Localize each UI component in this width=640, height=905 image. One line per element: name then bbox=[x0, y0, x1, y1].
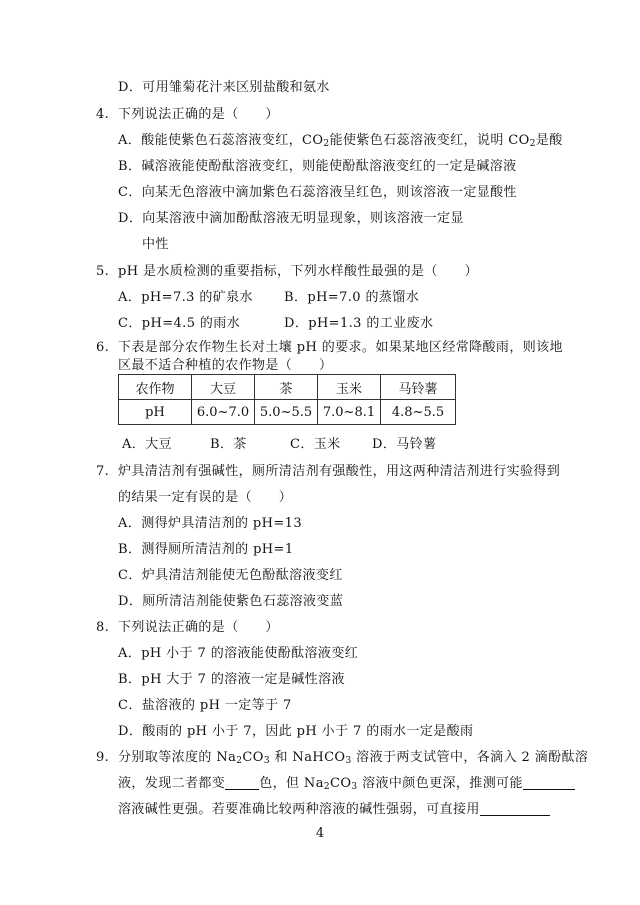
q5-option-b: B．pH=7.0 的蒸馏水 bbox=[284, 290, 420, 305]
q6-option-d: D．马铃薯 bbox=[372, 437, 437, 452]
page-number: 4 bbox=[315, 826, 325, 841]
blank-color bbox=[225, 775, 259, 790]
q6-stem-text-2: 区最不适合种植的农作物是（ ） bbox=[118, 358, 333, 373]
q6-option-c: C．玉米 bbox=[290, 437, 341, 452]
q5-option-d: D．pH=1.3 的工业废水 bbox=[284, 316, 434, 331]
table-cell: 5.0~5.5 bbox=[255, 400, 318, 425]
q9-number: 9. bbox=[96, 750, 110, 765]
q9-line3-text: 溶液碱性更强。若要准确比较两种溶液的碱性强弱，可直接用 bbox=[118, 800, 550, 820]
q4-number: 4. bbox=[96, 107, 110, 122]
q7-stem-text-1: 炉具清洁剂有强碱性，厕所清洁剂有强酸性，用这两种清洁剂进行实验得到 bbox=[118, 464, 561, 479]
q9-line2-text: 液，发现二者都变 色，但 $Na_2CO_3$ 溶液中颜色更深，推测可能 bbox=[118, 774, 575, 797]
table-cell: 玉米 bbox=[318, 375, 381, 400]
q7-option-a-text: A．测得炉具清洁剂的 pH=13 bbox=[118, 516, 303, 531]
q6-option-b: B．茶 bbox=[210, 437, 247, 452]
q8-option-a-text: A．pH 小于 7 的溶液能使酚酞溶液变红 bbox=[118, 646, 359, 661]
blank-method bbox=[480, 801, 550, 816]
q4-option-c-text: C．向某无色溶液中滴加紫色石蕊溶液呈红色，则该溶液一定显酸性 bbox=[118, 185, 517, 200]
q8-stem-text: 下列说法正确的是（ ） bbox=[118, 620, 279, 635]
q6-number: 6. bbox=[96, 340, 110, 355]
blank-solution bbox=[523, 775, 575, 790]
q8-option-c-text: C．盐溶液的 pH 一定等于 7 bbox=[118, 698, 292, 713]
q5-stem-text: pH 是水质检测的重要指标，下列水样酸性最强的是（ ） bbox=[118, 264, 478, 279]
q4-option-a-text: A．酸能使紫色石蕊溶液变红，$CO_2$能使紫色石蕊溶液变红，说明 $CO_2$是酸 bbox=[118, 133, 563, 149]
q5-number: 5. bbox=[96, 264, 110, 279]
crop-ph-table bbox=[118, 374, 456, 425]
q4-option-d-text: D．向某溶液中滴加酚酞溶液无明显现象，则该溶液一定显 bbox=[118, 211, 464, 226]
q5-option-c: C．pH=4.5 的雨水 bbox=[118, 316, 241, 331]
q3-option-d-text: D．可用雏菊花汁来区别盐酸和氨水 bbox=[118, 80, 330, 95]
q7-stem-text-2: 的结果一定有误的是（ ） bbox=[118, 490, 293, 505]
table-cell: 马铃薯 bbox=[381, 375, 456, 400]
q6-stem-text-1: 下表是部分农作物生长对土壤 pH 的要求。如果某地区经常降酸雨，则该地 bbox=[118, 340, 563, 355]
q5-option-a: A．pH=7.3 的矿泉水 bbox=[118, 290, 253, 305]
table-cell: 农作物 bbox=[119, 375, 192, 400]
table-row bbox=[119, 400, 456, 425]
table-cell: 6.0~7.0 bbox=[192, 400, 255, 425]
q8-option-d-text: D．酸雨的 pH 小于 7，因此 pH 小于 7 的雨水一定是酸雨 bbox=[118, 724, 474, 739]
table-cell: 茶 bbox=[255, 375, 318, 400]
table-cell: 4.8~5.5 bbox=[381, 400, 456, 425]
q7-option-b-text: B．测得厕所清洁剂的 pH=1 bbox=[118, 542, 294, 557]
q8-number: 8. bbox=[96, 620, 110, 635]
table-header-row bbox=[119, 375, 456, 400]
q7-number: 7. bbox=[96, 464, 110, 479]
q4-option-d-continuation: 中性 bbox=[142, 237, 169, 252]
q8-option-b-text: B．pH 大于 7 的溶液一定是碱性溶液 bbox=[118, 672, 345, 687]
table-cell: 大豆 bbox=[192, 375, 255, 400]
table-cell: 7.0~8.1 bbox=[318, 400, 381, 425]
q4-stem-text: 下列说法正确的是（ ） bbox=[118, 107, 279, 122]
q7-option-c-text: C．炉具清洁剂能使无色酚酞溶液变红 bbox=[118, 568, 343, 583]
q9-line1-text: 分别取等浓度的 $Na_2CO_3$ 和 NaHCO$_3$ 溶液于两支试管中，各滴入 2 滴酚酞溶 bbox=[118, 750, 589, 766]
table-cell: pH bbox=[119, 400, 192, 425]
q6-option-a: A．大豆 bbox=[122, 437, 172, 452]
q7-option-d-text: D．厕所清洁剂能使紫色石蕊溶液变蓝 bbox=[118, 594, 344, 609]
q4-option-b-text: B．碱溶液能使酚酞溶液变红，则能使酚酞溶液变红的一定是碱溶液 bbox=[118, 159, 517, 174]
